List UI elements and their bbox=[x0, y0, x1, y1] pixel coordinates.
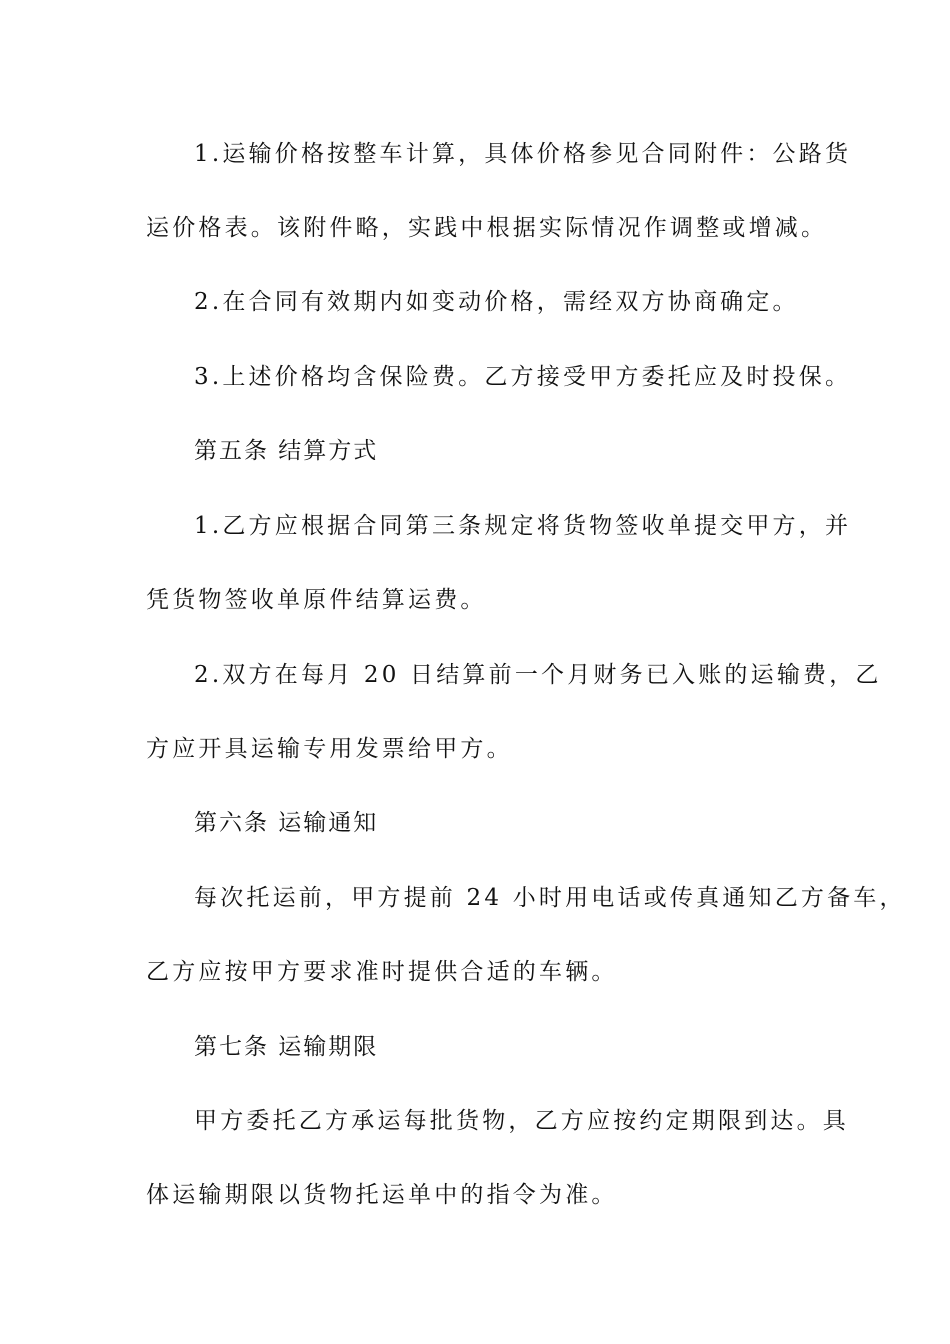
paragraph-line: 乙方应按甲方要求准时提供合适的车辆。 bbox=[146, 959, 618, 985]
paragraph-line: 1.乙方应根据合同第三条规定将货物签收单提交甲方，并 bbox=[194, 513, 852, 539]
paragraph-line: 体运输期限以货物托运单中的指令为准。 bbox=[146, 1182, 618, 1208]
paragraph-line: 每次托运前，甲方提前 24 小时用电话或传真通知乙方备车， bbox=[194, 885, 906, 911]
paragraph-line: 甲方委托乙方承运每批货物，乙方应按约定期限到达。具 bbox=[194, 1108, 849, 1134]
paragraph-line: 方应开具运输专用发票给甲方。 bbox=[146, 736, 513, 762]
paragraph-line: 3.上述价格均含保险费。乙方接受甲方委托应及时投保。 bbox=[194, 364, 852, 390]
paragraph-line: 2.在合同有效期内如变动价格，需经双方协商确定。 bbox=[194, 289, 799, 315]
section-heading: 第七条 运输期限 bbox=[194, 1034, 379, 1060]
section-heading: 第五条 结算方式 bbox=[194, 438, 379, 464]
paragraph-line: 运价格表。该附件略，实践中根据实际情况作调整或增减。 bbox=[146, 215, 828, 241]
paragraph-line: 凭货物签收单原件结算运费。 bbox=[146, 587, 487, 613]
section-heading: 第六条 运输通知 bbox=[194, 810, 379, 836]
paragraph-line: 1.运输价格按整车计算，具体价格参见合同附件：公路货 bbox=[194, 141, 852, 167]
paragraph-line: 2.双方在每月 20 日结算前一个月财务已入账的运输费，乙 bbox=[194, 662, 882, 688]
